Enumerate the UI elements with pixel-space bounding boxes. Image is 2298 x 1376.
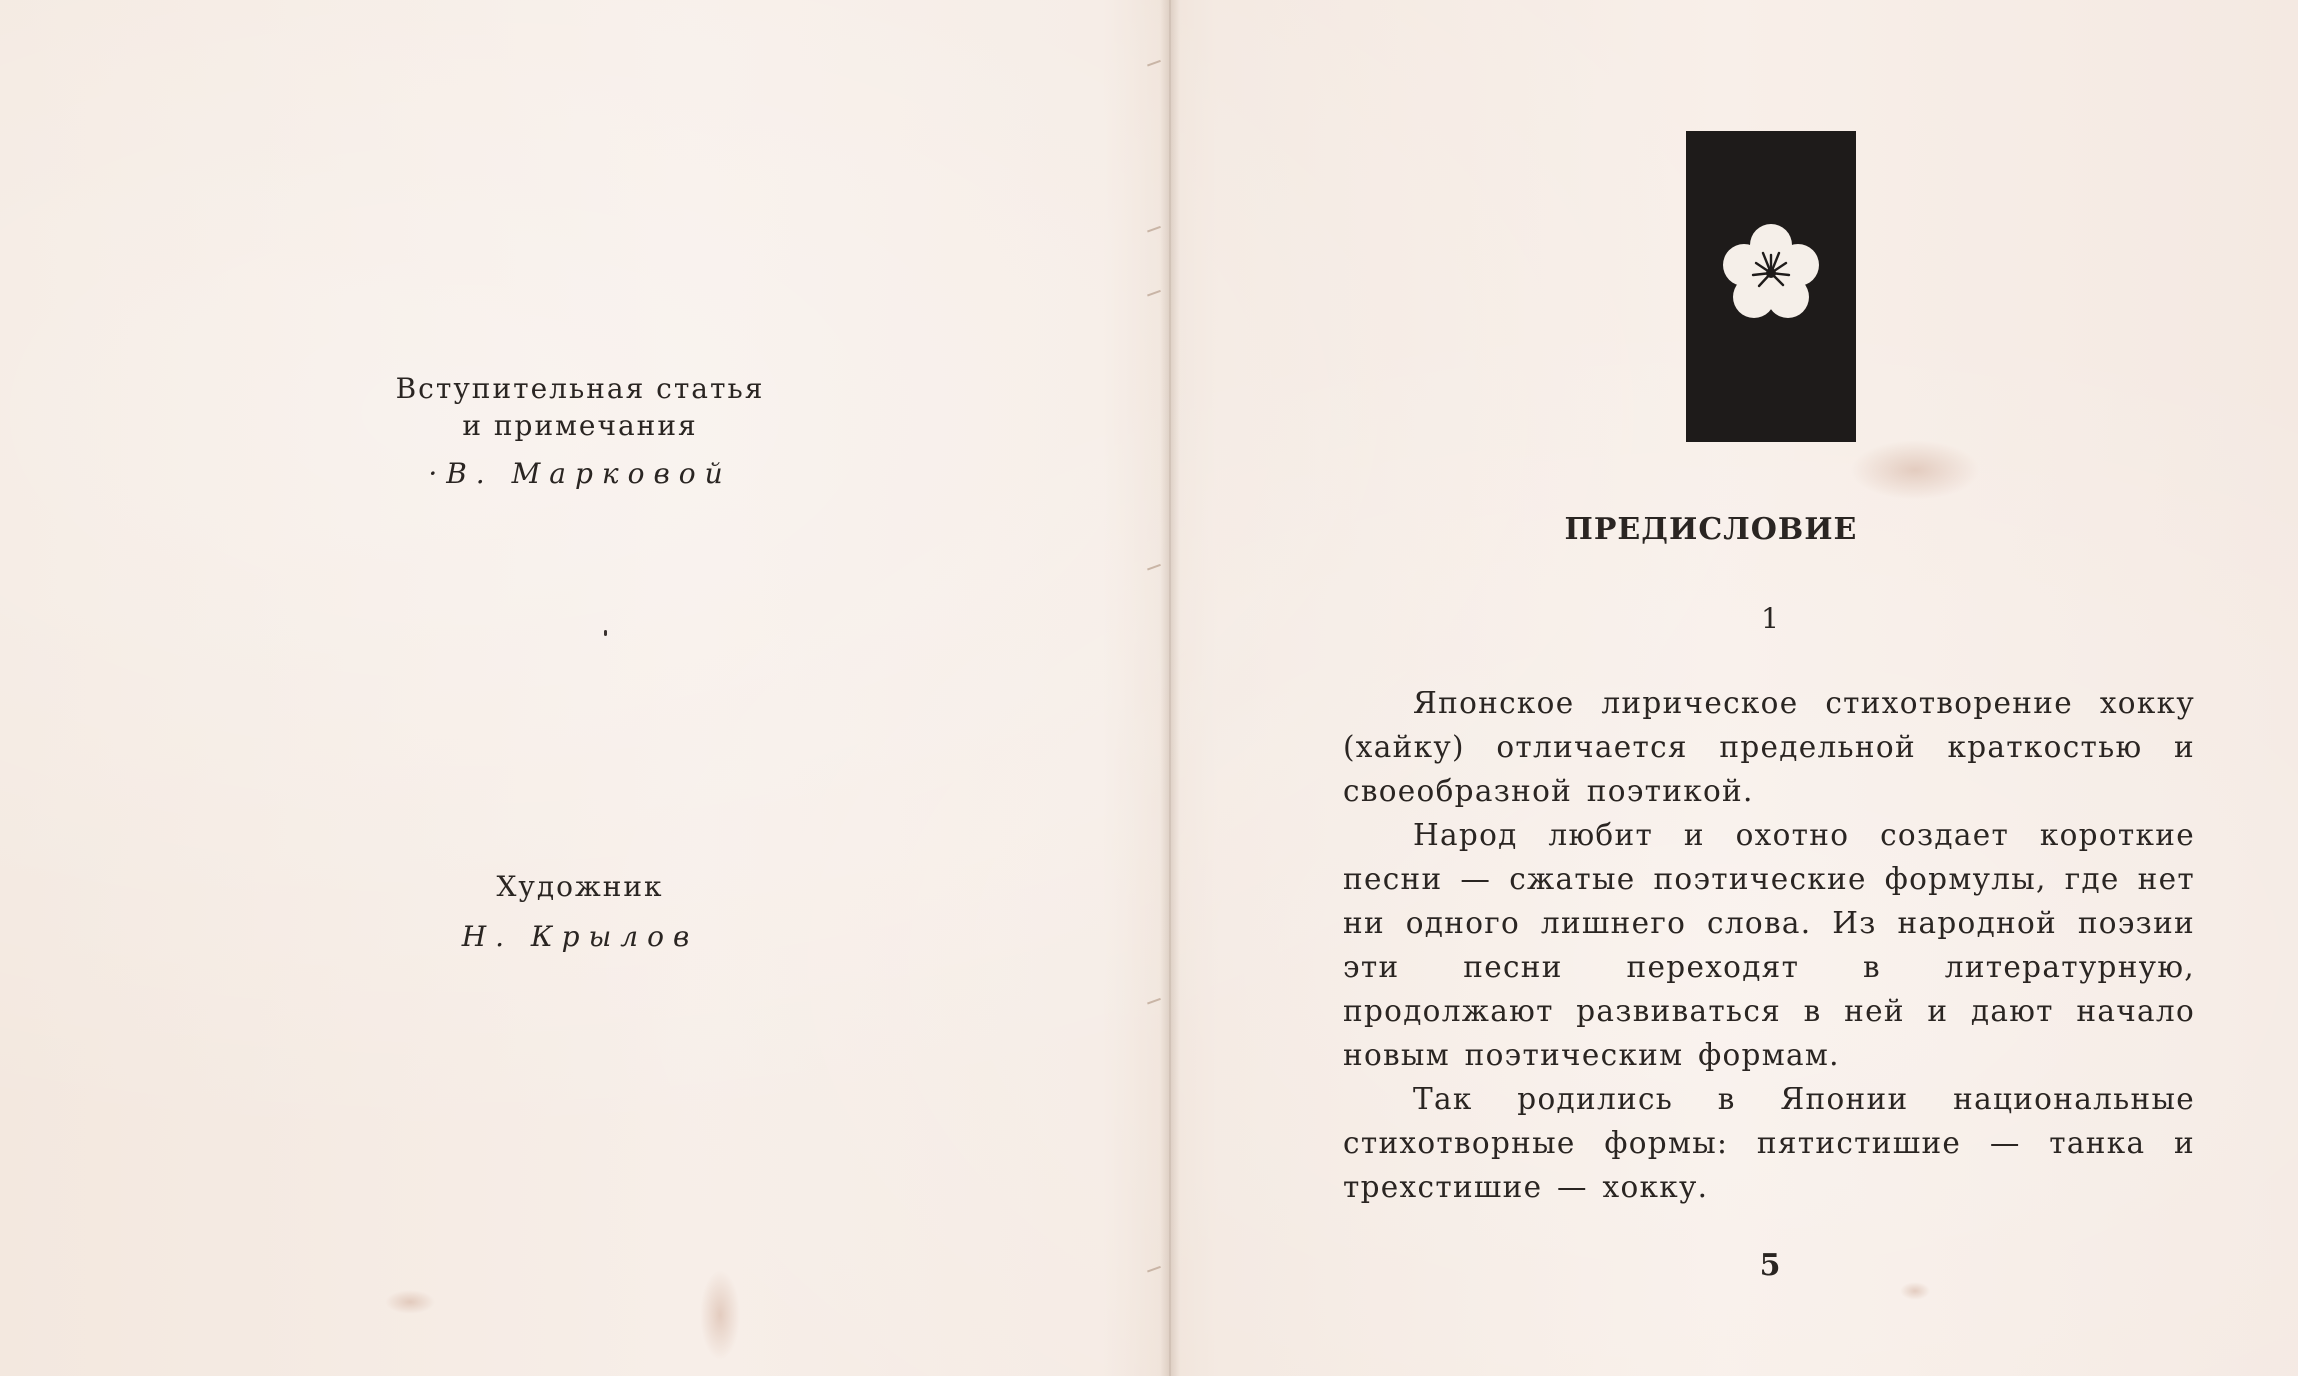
paragraph: Народ любит и охотно создает короткие песни — сжатые поэтические формулы, где нет ни одного лишнего слова. Из народной поэзии эти песни переходят в литературную, продолжают развиваться в ней и дают начало новым поэтическим формам. (1343, 818, 2195, 1072)
section-number: 1 (1761, 602, 1779, 635)
paper-stain (1900, 1282, 1930, 1300)
artist-name: Н. Крылов (461, 920, 699, 953)
artist-role: Художник (496, 870, 664, 903)
intro-role-line2: и примечания (462, 409, 698, 442)
paper-stain (700, 1270, 740, 1360)
book-gutter (1160, 0, 1180, 1376)
page-number: 5 (1759, 1248, 1781, 1283)
intro-role-line1: Вступительная статья (395, 372, 765, 405)
intro-credit (0, 370, 1160, 494)
preface-body (1343, 681, 2195, 1209)
paragraph: Так родились в Японии национальные стихотворные формы: пятистишие — танка и трехстишие — хокку. (1343, 1082, 2195, 1204)
paragraph: Японское лирическое стихотворение хокку (хайку) отличается предельной краткостью и своеобразной поэтикой. (1343, 686, 2195, 808)
emblem-panel (1686, 131, 1856, 442)
preface-heading: ПРЕДИСЛОВИЕ (1564, 512, 1858, 547)
paper-stain (1850, 440, 1980, 500)
intro-author-name: ·В. Марковой (428, 457, 732, 490)
ink-dot (604, 630, 607, 636)
plum-blossom-icon (1721, 223, 1821, 323)
artist-credit (0, 868, 1160, 957)
paper-stain (385, 1290, 435, 1314)
